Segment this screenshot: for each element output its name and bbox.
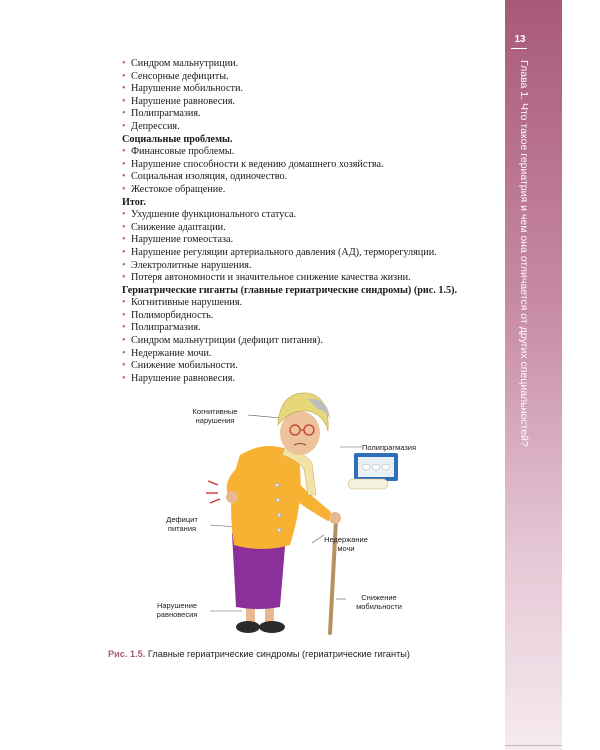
section-heading-result: Итог. — [122, 196, 146, 208]
list-result — [122, 209, 492, 285]
list-item: • Полипрагмазия. — [122, 108, 492, 121]
shoe-icon — [236, 621, 260, 633]
bottom-rule — [505, 745, 562, 746]
list-item: • Полиморбидность. — [122, 310, 492, 323]
list-item: • Финансовые проблемы. — [122, 146, 492, 159]
list-top — [122, 58, 492, 134]
list-item: • Снижение мобильности. — [122, 360, 492, 373]
label-nutrition: Дефицит питания — [166, 515, 198, 533]
label-cognitive: Когнитивные нарушения — [192, 407, 238, 425]
list-item: • Ухудшение функционального статуса. — [122, 209, 492, 222]
caption-text: Главные гериатрические синдромы (гериатрические гиганты) — [147, 649, 410, 659]
list-item: • Электролитные нарушения. — [122, 260, 492, 273]
sweater-shape — [231, 446, 301, 549]
page-number-rule — [511, 48, 527, 49]
page-number: 13 — [514, 34, 526, 45]
body-text — [122, 58, 492, 385]
list-giants — [122, 297, 492, 385]
list-item: • Синдром мальнутриции. — [122, 58, 492, 71]
list-item: • Нарушение равновесия. — [122, 96, 492, 109]
list-item: • Недержание мочи. — [122, 348, 492, 361]
list-item: • Социальная изоляция, одиночество. — [122, 171, 492, 184]
label-polypharmacy: Полипрагмазия — [362, 443, 417, 452]
list-item: • Нарушение регуляции артериального давления (АД), терморегуляции. — [122, 247, 492, 260]
figure-elderly-woman — [140, 385, 460, 645]
caption-number: Рис. 1.5. — [108, 649, 146, 659]
list-item: • Нарушение способности к ведению домашнего хозяйства. — [122, 159, 492, 172]
list-item: • Нарушение равновесия. — [122, 373, 492, 386]
list-item: • Депрессия. — [122, 121, 492, 134]
list-social — [122, 146, 492, 196]
pills-icon — [348, 453, 398, 489]
shoe-icon — [259, 621, 285, 633]
label-balance: Нарушение равновесия — [156, 601, 198, 619]
head-shape — [280, 411, 320, 455]
label-mobility: Снижение мобильности — [356, 593, 402, 611]
label-incontinence: Недержание мочи — [324, 535, 368, 553]
list-item: • Потеря автономности и значительное снижение качества жизни. — [122, 272, 492, 285]
list-item: • Снижение адаптации. — [122, 222, 492, 235]
section-heading-giants: Гериатрические гиганты (главные гериатрические синдромы) (рис. 1.5). — [122, 284, 458, 296]
list-item: • Когнитивные нарушения. — [122, 297, 492, 310]
list-item: • Нарушение гомеостаза. — [122, 234, 492, 247]
figure-caption — [108, 649, 498, 659]
section-heading-social: Социальные проблемы. — [122, 133, 233, 145]
list-item: • Полипрагмазия. — [122, 322, 492, 335]
list-item: • Нарушение мобильности. — [122, 83, 492, 96]
list-item: • Жестокое обращение. — [122, 184, 492, 197]
chapter-side-band — [505, 0, 562, 750]
list-item: • Синдром мальнутриции (дефицит питания). — [122, 335, 492, 348]
running-chapter-title: Глава 1. Что такое гериатрия и чем она отличается от других специальностей? — [518, 60, 530, 447]
list-item: • Сенсорные дефициты. — [122, 71, 492, 84]
